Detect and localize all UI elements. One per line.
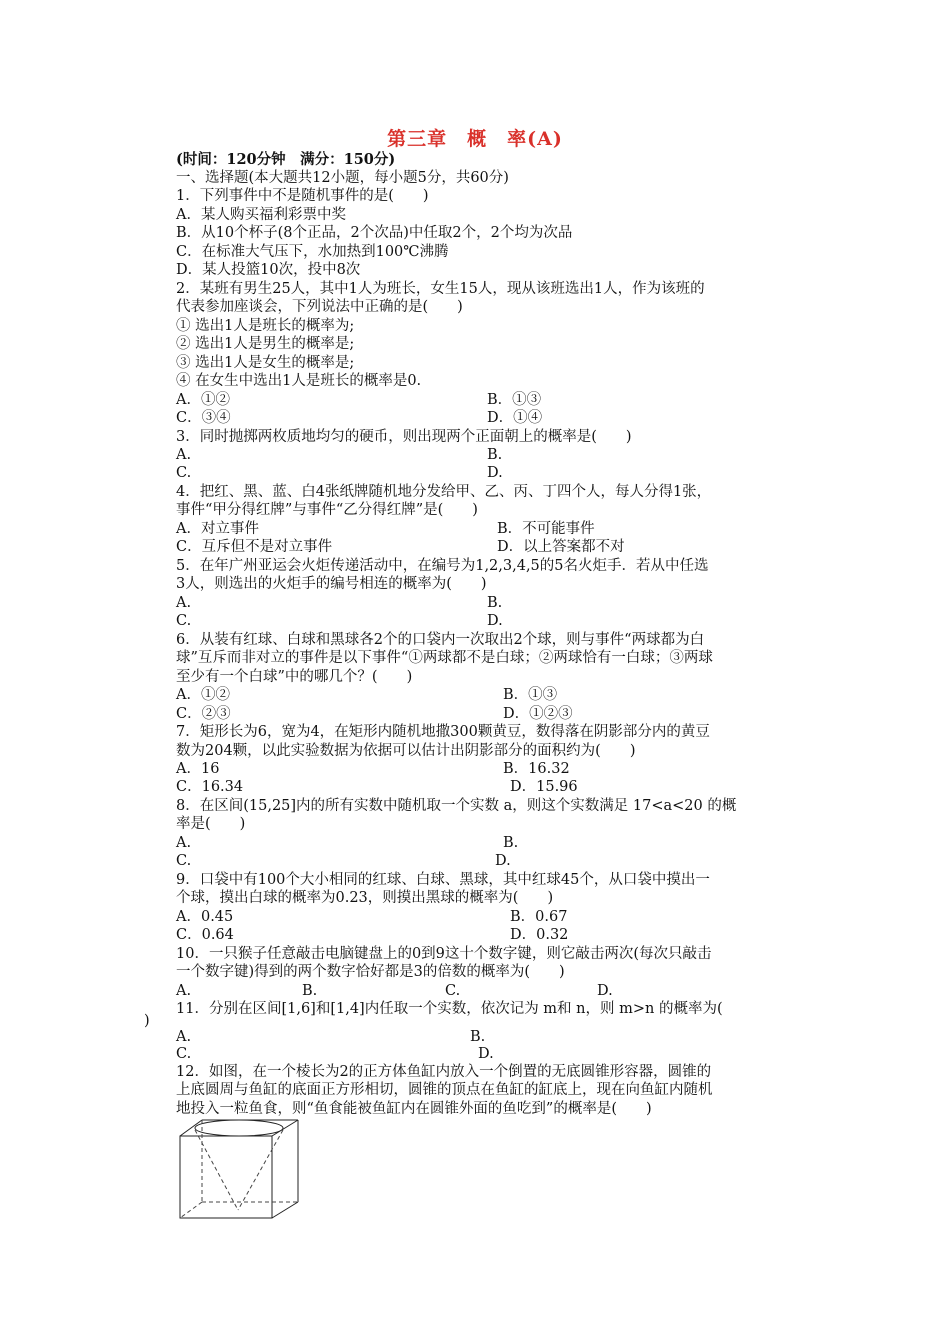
question-6-stem-line-2: 球”互斥而非对立的事件是以下事件“①两球都不是白球；②两球恰有一白球；③两球 xyxy=(176,650,713,666)
cube-cone-figure xyxy=(176,1118,306,1222)
question-9-option-a: A．0.45 xyxy=(176,909,234,925)
question-4-stem-line-2: 事件“甲分得红牌”与事件“乙分得红牌”是( ) xyxy=(176,502,478,518)
question-2-option-c: C．③④ xyxy=(176,410,231,426)
question-4-stem-line-1: 4．把红、黑、蓝、白4张纸牌随机地分发给甲、乙、丙、丁四个人，每人分得1张， xyxy=(176,484,712,500)
cube-front-face xyxy=(180,1136,272,1218)
question-5-option-b: B. xyxy=(487,595,503,611)
question-6-stem-line-3: 至少有一个白球”中的哪几个？( ) xyxy=(176,669,413,685)
question-1-option-d: D．某人投篮10次，投中8次 xyxy=(176,262,361,278)
question-1-stem: 1．下列事件中不是随机事件的是( ) xyxy=(176,188,429,204)
question-10-option-a: A. xyxy=(176,983,192,999)
question-2-option-a: A．①② xyxy=(176,392,230,408)
question-3-stem: 3．同时抛掷两枚质地均匀的硬币，则出现两个正面朝上的概率是( ) xyxy=(176,429,632,445)
question-10-option-c: C. xyxy=(445,983,461,999)
chapter-title: 第三章 概 率(A) xyxy=(387,128,563,150)
question-6-option-b: B．①③ xyxy=(503,687,558,703)
question-9-stem-line-1: 9．口袋中有100个大小相同的红球、白球、黑球，其中红球45个，从口袋中摸出一 xyxy=(176,872,710,888)
question-2-stem-line-1: 2．某班有男生25人，其中1人为班长，女生15人，现从该班选出1人，作为该班的 xyxy=(176,281,705,297)
question-2-option-b: B．①③ xyxy=(487,392,542,408)
question-4-option-c: C．互斥但不是对立事件 xyxy=(176,539,333,555)
question-7-option-d: D．15.96 xyxy=(510,779,578,795)
cube-edge-top-left xyxy=(180,1120,202,1136)
question-9-option-d: D．0.32 xyxy=(510,927,569,943)
question-2-statement-2: ② 选出1人是男生的概率是; xyxy=(176,336,355,352)
question-9-option-c: C．0.64 xyxy=(176,927,234,943)
question-10-stem-line-2: 一个数字键)得到的两个数字恰好都是3的倍数的概率为( ) xyxy=(176,964,565,980)
question-2-option-d: D．①④ xyxy=(487,410,543,426)
question-5-stem-line-2: 3人，则选出的火炬手的编号相连的概率为( ) xyxy=(176,576,487,592)
cube-hidden-edge-left-bottom xyxy=(180,1202,202,1218)
question-5-option-c: C. xyxy=(176,613,192,629)
question-12-stem-line-3: 地投入一粒鱼食，则“鱼食能被鱼缸内在圆锥外面的鱼吃到”的概率是( ) xyxy=(176,1101,652,1117)
cube-edge-top-right xyxy=(272,1120,298,1136)
cube-edge-bottom-right xyxy=(272,1202,298,1218)
question-2-statement-1: ① 选出1人是班长的概率为; xyxy=(176,318,355,334)
question-7-stem-line-2: 数为204颗，以此实验数据为依据可以估计出阴影部分的面积约为( ) xyxy=(176,743,636,759)
question-4-option-b: B．不可能事件 xyxy=(497,521,595,537)
question-11-option-d: D. xyxy=(478,1046,494,1062)
question-11-option-b: B. xyxy=(470,1029,486,1045)
question-1-option-a: A．某人购买福利彩票中奖 xyxy=(176,207,346,223)
cone-generatrix-right xyxy=(238,1130,283,1210)
question-9-stem-line-2: 个球，摸出白球的概率为0.23，则摸出黑球的概率为( ) xyxy=(176,890,554,906)
question-3-option-b: B. xyxy=(487,447,503,463)
question-9-option-b: B．0.67 xyxy=(510,909,568,925)
question-7-option-a: A．16 xyxy=(176,761,220,777)
question-12-stem-line-1: 12．如图，在一个棱长为2的正方体鱼缸内放入一个倒置的无底圆锥形容器，圆锥的 xyxy=(176,1064,712,1080)
question-10-option-d: D. xyxy=(597,983,613,999)
question-4-option-d: D．以上答案都不对 xyxy=(497,539,625,555)
question-8-option-d: D. xyxy=(495,853,511,869)
question-6-option-c: C．②③ xyxy=(176,706,231,722)
question-2-statement-3: ③ 选出1人是女生的概率是; xyxy=(176,355,355,371)
question-8-stem-line-2: 率是( ) xyxy=(176,816,246,832)
question-4-option-a: A．对立事件 xyxy=(176,521,259,537)
cone-base-ellipse xyxy=(195,1120,283,1136)
question-11-stem-line-1: 11．分别在区间[1,6]和[1,4]内任取一个实数，依次记为 m和 n，则 m>n 的概率为( xyxy=(176,1001,723,1017)
question-1-option-b: B．从10个杯子(8个正品，2个次品)中任取2个，2个均为次品 xyxy=(176,225,573,241)
question-8-option-a: A. xyxy=(176,835,192,851)
question-5-option-a: A. xyxy=(176,595,192,611)
question-1-option-c: C．在标准大气压下，水加热到100℃沸腾 xyxy=(176,244,449,260)
question-2-statement-4: ④ 在女生中选出1人是班长的概率是0. xyxy=(176,373,422,389)
question-6-option-a: A．①② xyxy=(176,687,230,703)
question-3-option-a: A. xyxy=(176,447,192,463)
question-12-stem-line-2: 上底圆周与鱼缸的底面正方形相切，圆锥的顶点在鱼缸的缸底上，现在向鱼缸内随机 xyxy=(176,1082,713,1098)
question-11-option-a: A. xyxy=(176,1029,192,1045)
question-11-option-c: C. xyxy=(176,1046,192,1062)
question-10-option-b: B. xyxy=(302,983,318,999)
question-8-stem-line-1: 8．在区间(15,25]内的所有实数中随机取一个实数 a，则这个实数满足 17<a<20 的概 xyxy=(176,798,737,814)
question-3-option-c: C. xyxy=(176,465,192,481)
question-7-option-c: C．16.34 xyxy=(176,779,244,795)
question-6-stem-line-1: 6．从装有红球、白球和黑球各2个的口袋内一次取出2个球，则与事件“两球都为白 xyxy=(176,632,705,648)
exam-info: (时间：120分钟 满分：150分) xyxy=(176,151,396,168)
question-2-stem-line-2: 代表参加座谈会，下列说法中正确的是( ) xyxy=(176,299,463,315)
question-10-stem-line-1: 10．一只猴子任意敲击电脑键盘上的0到9这十个数字键，则它敲击两次(每次只敲击 xyxy=(176,946,712,962)
question-11-stem-line-2: ) xyxy=(144,1013,150,1029)
question-8-option-c: C. xyxy=(176,853,192,869)
question-6-option-d: D．①②③ xyxy=(503,706,573,722)
question-7-option-b: B．16.32 xyxy=(503,761,570,777)
question-8-option-b: B. xyxy=(503,835,519,851)
cone-generatrix-left xyxy=(195,1130,238,1210)
question-7-stem-line-1: 7．矩形长为6，宽为4，在矩形内随机地撒300颗黄豆，数得落在阴影部分内的黄豆 xyxy=(176,724,710,740)
question-5-option-d: D. xyxy=(487,613,503,629)
question-5-stem-line-1: 5．在年广州亚运会火炬传递活动中，在编号为1,2,3,4,5的5名火炬手．若从中任选 xyxy=(176,558,709,574)
question-3-option-d: D. xyxy=(487,465,503,481)
section-heading: 一、选择题(本大题共12小题，每小题5分，共60分) xyxy=(176,170,509,186)
